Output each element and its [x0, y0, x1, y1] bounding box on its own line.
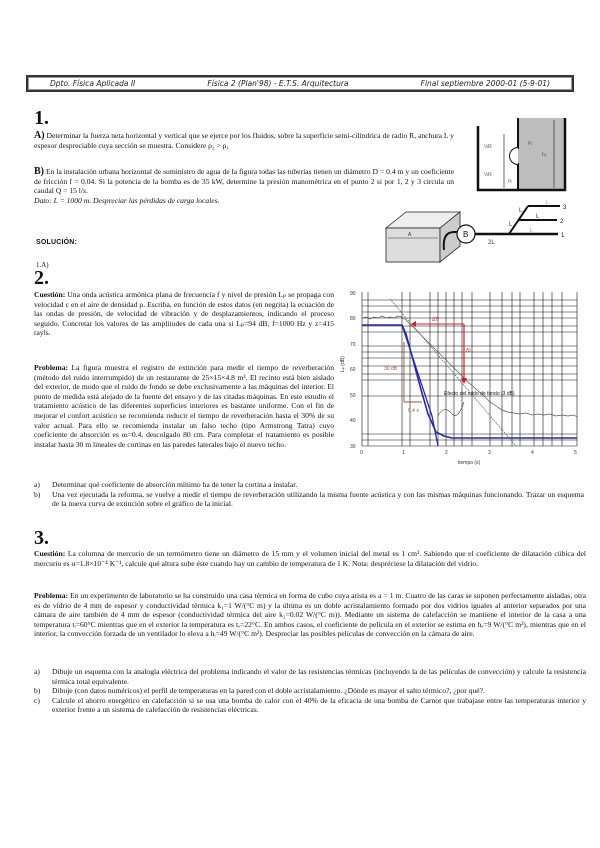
y-tick: 80 [350, 316, 356, 322]
q1-part-b-text: En la instalación urbana horizontal de suministro de agua de la figura todas las tuberías tienen un diámetro D = 0.4 m y un coeficiente de fricción f = 0.04. Si la potencia de la bomba es de 35 kW, determine la presión manométrica en el punto 2 si por 1, 2 y 3 circula un caudal Q = 15 l/s. [34, 167, 454, 196]
item-label: b) [34, 686, 41, 696]
item-text: Dibuje un esquema con la analogía eléctrica del problema indicando el valor de las resistencias térmicas (incluyendo la de las películas de convección) y calcule la resistencia térmica total equivalente. [52, 667, 586, 686]
q3-cuestion [34, 549, 586, 568]
outlet-label-3: 3 [563, 205, 567, 211]
segment-label-l: L [519, 208, 523, 214]
tank-figure [472, 118, 572, 194]
q2-problema-label: Problema: [34, 363, 69, 372]
item-label: a) [34, 480, 40, 489]
segment-label-2l: 2L [488, 240, 495, 246]
q2-item-a [34, 480, 584, 490]
pump-label: B [463, 230, 469, 239]
annotation-30db: 30 dB [384, 366, 398, 372]
annotation-delta-t: ΔT [432, 317, 439, 323]
q3-problema [34, 591, 586, 639]
tank-label-half-r-top: ½R [484, 144, 492, 150]
x-tick: 1 [402, 450, 405, 456]
reservoir-label: A [408, 232, 412, 238]
y-tick: 40 [350, 418, 356, 424]
x-tick: 3 [488, 450, 491, 456]
q1-part-b-data: Dato: L = 1000 m. Despreciar las pérdidas de carga locales. [34, 195, 220, 205]
q3-item-b [34, 686, 586, 696]
reverberation-chart [340, 286, 590, 478]
series-trend [390, 299, 516, 446]
annotation-delta-l: ΔL [466, 348, 473, 354]
solution-heading: SOLUCIÓN: [36, 239, 78, 246]
segment-label-l: L [546, 200, 549, 206]
brace-icon [438, 402, 464, 416]
pipe-network-figure [380, 198, 580, 268]
segment-label-l: L [530, 228, 533, 234]
y-tick: 60 [350, 367, 356, 373]
y-axis-ticks [350, 291, 356, 450]
tank-label-rho1: ρ₁ [508, 178, 513, 184]
q3-item-a [34, 667, 586, 686]
series-extinction [362, 325, 577, 438]
header-department: Dpto. Física Aplicada II [50, 79, 136, 88]
x-tick: 2 [445, 450, 448, 456]
item-text: Determinar qué coeficiente de absorción mínimo ha de tener la cortina a instalar. [52, 480, 298, 489]
segment-label-l: L [509, 222, 513, 228]
q2-problema-text: La figura muestra el registro de extinción para medir el tiempo de reverberación (método del ruido interrumpido) de un restaurante de 25×15×4.8 m³. El recinto está bien aislado del exterior, de modo que el ruido de fondo se debe exclusivamente a las máquinas del interior. El punto de medida está alejado de la fuente del ensayo y de las citadas máquinas. En este estudio el tratamiento acústico de las diferentes superficies interiores es bastante uniforme. Con el fin de mejorar el confort acústico se recomienda reducir el tiempo de reverberación hasta el 30% de su valor actual. Para ello se recomienda instalar un falso techo (tipo Armstrong Tatra) cuyo coeficiente de absorción es αₜ=0.4, descolgado 80 cm. Para completar el tratamiento es posible instalar hasta 30 m lineales de cortinas en las paredes laterales bajo el nuevo techo. [34, 363, 334, 449]
item-text: Dibuje (con datos numéricos) el perfil de temperaturas en la pared con el doble acristalamiento. ¿Dónde es mayor el salto térmico?, ¿por qué?. [52, 686, 485, 696]
segment-label-l: L [536, 214, 540, 220]
tank-label-h2: h₂ [542, 152, 547, 158]
item-text: Calcule el ahorro energético en calefacción si se usa una bomba de calor con el 40% de la eficacia de una bomba de Carnot que trabajase entre las temperaturas interior y exterior frente a un sistema de calefacción de resistencias eléctricas. [52, 695, 586, 715]
header-course: Física 2 (Plan'98) - E.T.S. Arquitectura [207, 79, 349, 88]
q1-part-a-text: Determinar la fuerza neta horizontal y vertical que se ejerce por los fluidos, sobre la superficie semi-cilíndrica de radio R, anchura L y espesor despreciable cuya sección se muestra. Considere ρ₂ > ρ₁ [34, 131, 454, 150]
q3-cuestion-text: La columna de mercurio de un termómetro tiene un diámetro de 15 mm y el volumen inicial del metal es 1 cm³. Sabiendo que el coeficiente de dilatación cúbica del mercurio es α=1.8×10⁻⁴ K⁻¹, calcule qué altura sube éste cuando hay un cambio de temperatura de 1 K. Nota: despréciese la dilatación del vidrio. [34, 549, 586, 568]
q2-cuestion-text: Una onda acústica armónica plana de frecuencia f y nivel de presión Lₚ se propaga con velocidad c en el aire de densidad ρ. Escriba, en función de estos datos (en negrita) la ecuación de las ondas de presión, de velocidad de vibración y de desplazamientos, indicando el proceso seguido. Concretar los valores de las amplitudes de cada una si Lₚ=94 dB, f=1000 Hz y z=415 rayls. [34, 290, 334, 338]
annotation-time: 0.4 s [408, 408, 419, 414]
q1-part-a [34, 131, 454, 150]
question-1-number: 1. [34, 107, 49, 129]
q2-cuestion [34, 290, 334, 338]
q2-problema [34, 363, 334, 478]
item-label: c) [34, 695, 40, 705]
y-axis-label: Lₚ (dB) [340, 356, 346, 372]
y-tick: 90 [350, 291, 356, 297]
item-label: a) [34, 667, 40, 676]
x-axis-label: tiempo (s) [458, 460, 481, 466]
solution-subheading: 1.A) [36, 261, 49, 269]
q2-item-b [34, 490, 584, 509]
page-header [26, 75, 574, 92]
q3-problema-label: Problema: [34, 591, 69, 600]
y-tick: 70 [350, 342, 356, 348]
y-tick: 30 [350, 444, 356, 450]
x-tick: 5 [574, 450, 577, 456]
y-tick: 50 [350, 393, 356, 399]
q3-cuestion-label: Cuestión: [34, 549, 66, 558]
outlet-label-1: 1 [561, 233, 565, 239]
annotation-background-noise: Efecto del ruido de fondo (3 dB) [444, 391, 515, 397]
question-3-number: 3. [34, 527, 49, 549]
q3-items [34, 667, 586, 715]
x-axis-ticks [360, 450, 577, 456]
q2-items [34, 480, 584, 509]
q1-part-a-label: A) [34, 130, 45, 141]
q2-cuestion-label: Cuestión: [34, 290, 66, 299]
item-text: Una vez ejecutada la reforma, se vuelve a medir el tiempo de reverberación utilizando la misma fuente acústica y con las mismas máquinas funcionando. Trazar un esquema de la nueva curva de extinción sobre el gráfico de la inicial. [52, 489, 584, 509]
q3-problema-text: En un experimento de laboratorio se ha construido una casa térmica en forma de cubo cuya arista es a = 1 m. Cuatro de las caras se suponen perfectamente aisladas, otra es de vidrio de 4 mm de espesor y conductividad térmica k₁=1 W/(°C m) y la última es un doble acristalamiento formado por dos vidrios iguales al anterior separados por una cámara de aire también de 4 mm de espesor (conductividad térmica del aire k₂=0.02 W/(°C m)). Mediante un sistema de calefacción se mantiene el interior de la casa a una temperatura tᵢ=60°C mientras que en el exterior la temperatura es tₑ=22°C. En ambos casos, el coeficiente de película en el exterior se estima en hₑ=9 W/(°C m²), mientras que en el interior, la convección forzada de un ventilador lo eleva a hᵢ=49 W/(°C m²). Despreciar las posibles películas de convección en la cámara de aire. [34, 591, 586, 639]
x-tick: 4 [531, 450, 534, 456]
item-label: b) [34, 489, 41, 499]
tank-label-rho2: ρ₂ [528, 140, 533, 146]
outlet-label-2: 2 [560, 219, 564, 225]
q3-item-c [34, 696, 586, 715]
x-tick: 0 [360, 450, 363, 456]
question-2-number: 2. [34, 267, 49, 289]
header-exam: Final septiembre 2000-01 (5-9-01) [420, 79, 550, 88]
q1-part-b-label: B) [34, 166, 44, 177]
tank-label-half-r-bottom: ½R [484, 172, 492, 178]
